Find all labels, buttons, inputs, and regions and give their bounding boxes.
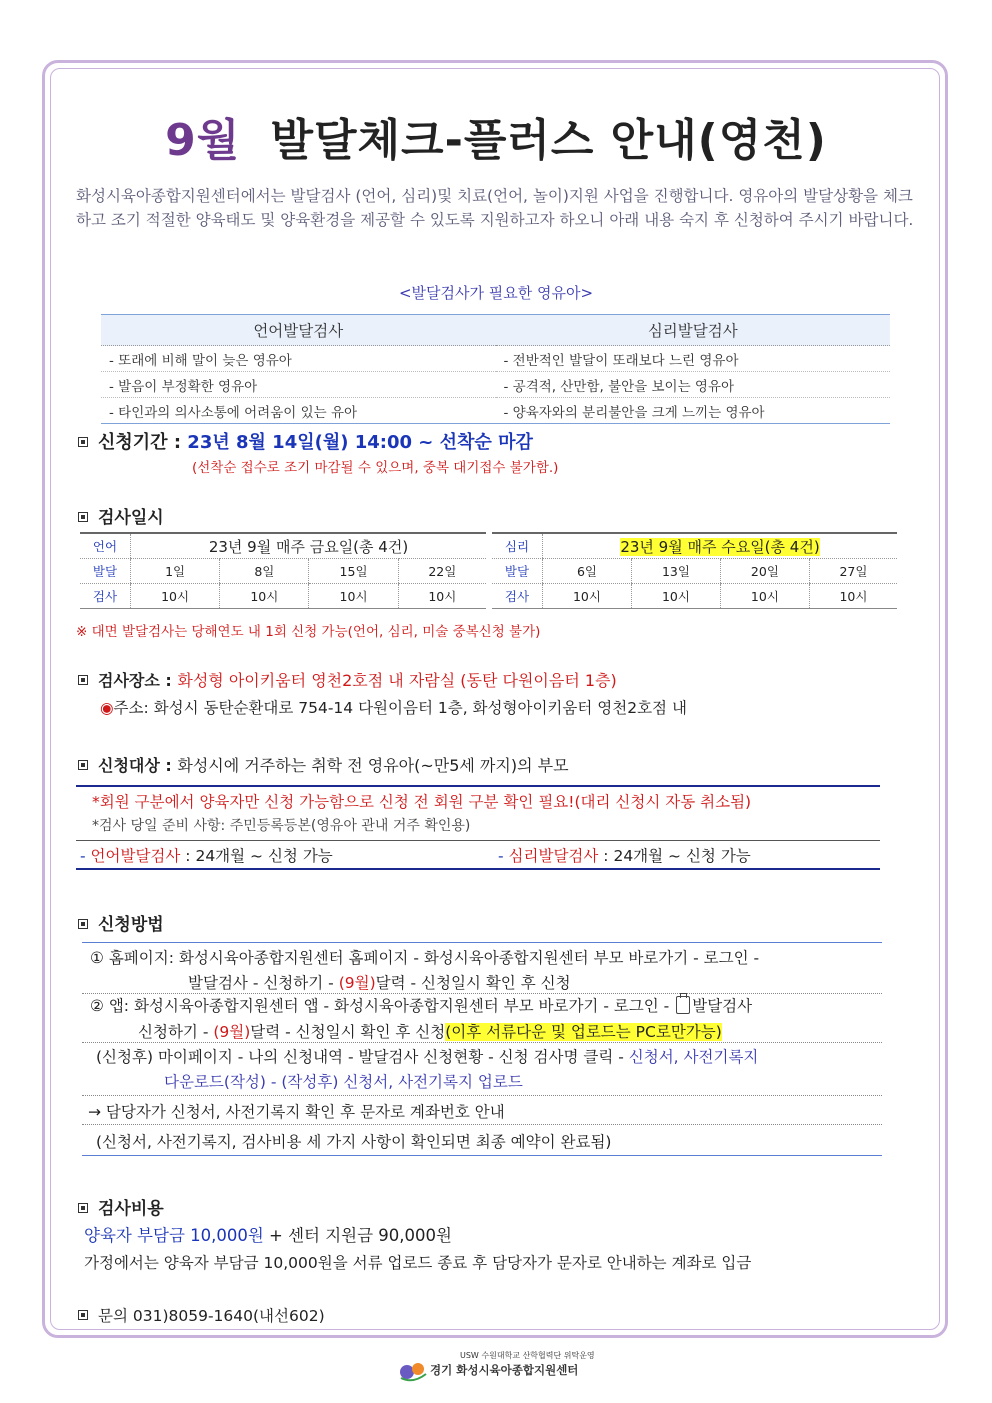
psy-exam-name: 심리발달검사	[508, 847, 599, 865]
schedule-date: 8일	[220, 559, 309, 584]
needs-cell: - 타인과의 의사소통에 어려움이 있는 유아	[101, 398, 496, 424]
schedule-side-label: 심리	[492, 533, 543, 559]
section-bullet-icon	[78, 437, 88, 447]
needs-cell: - 또래에 비해 말이 늦은 영유아	[101, 346, 496, 372]
schedule-time: 10시	[131, 584, 220, 609]
divider	[82, 1095, 882, 1096]
schedule-date: 6일	[543, 559, 632, 584]
text: 신청서, 사전기록지	[628, 1048, 759, 1066]
center-logo-icon	[398, 1356, 428, 1382]
footer-top: USW 수원대학교 산학협력단 위탁운영	[460, 1351, 595, 1360]
needs-cell: - 발음이 부정확한 영유아	[101, 372, 496, 398]
apply-period	[78, 428, 533, 454]
target-prep: *검사 당일 준비 사항: 주민등록등본(영유아 관내 거주 확인용)	[92, 818, 471, 834]
method-line-4	[138, 1020, 722, 1042]
cost-desc: 가정에서는 양육자 부담금 10,000원을 서류 업로드 종료 후 담당자가 문자로 안내하는 계좌로 입금	[84, 1254, 752, 1272]
divider	[76, 868, 880, 870]
needs-cell: - 양육자와의 분리불안을 크게 느끼는 영유아	[496, 398, 891, 424]
schedule-time: 10시	[631, 584, 720, 609]
contact	[78, 1304, 325, 1326]
section-bullet-icon	[78, 760, 88, 770]
month-tag: (9월)	[338, 974, 376, 992]
section-bullet-icon	[78, 512, 88, 522]
target-warning: *회원 구분에서 양육자만 신청 가능함으로 신청 전 회원 구분 확인 필요!(대리 신청시 자동 취소됨)	[92, 793, 752, 811]
divider	[82, 942, 882, 943]
text: ② 앱: 화성시육아종합지원센터 앱 - 화성시육아종합지원센터 부모 바로가기 - 로그인 -	[90, 997, 675, 1015]
needs-table	[101, 314, 890, 424]
contact-text: 문의 031)8059-1640(내선602)	[98, 1307, 325, 1325]
parent-charge: 양육자 부담금 10,000원	[84, 1226, 264, 1245]
section-bullet-icon	[78, 1310, 88, 1320]
schedule-date: 22일	[398, 559, 486, 584]
cost-amount	[84, 1222, 452, 1246]
month-tag: (9월)	[213, 1023, 251, 1041]
target-value: 화성시에 거주하는 취학 전 영유아(~만5세 까지)의 부모	[177, 756, 569, 775]
schedule-note: ※ 대면 발달검사는 당해연도 내 1회 신청 가능(언어, 심리, 미술 중복신청 불가)	[76, 624, 541, 640]
schedule-date: 1일	[131, 559, 220, 584]
text: 달력 - 신청일시 확인 후 신청	[250, 1023, 446, 1041]
schedule-label: 검사일시	[98, 508, 164, 528]
divider	[76, 785, 880, 787]
divider	[76, 840, 880, 841]
text: 발달검사	[692, 997, 753, 1015]
center-support: + 센터 지원금 90,000원	[263, 1226, 452, 1245]
apply-period-note: (선착순 접수로 조기 마감될 수 있으며, 중복 대기접수 불가함.)	[192, 460, 559, 476]
page-title	[0, 104, 992, 168]
place-label: 검사장소 :	[98, 671, 178, 690]
schedule-side-label: 발달	[492, 559, 543, 584]
schedule-table-lang	[80, 532, 486, 609]
cost-heading	[78, 1194, 164, 1219]
schedule-side-label: 검사	[80, 584, 131, 609]
place-address-text: 주소: 화성시 동탄순환대로 754-14 다원이음터 1층, 화성형아이키움터 영천2호점 내	[113, 699, 687, 717]
title-month: 9월	[165, 115, 241, 166]
schedule-time: 10시	[220, 584, 309, 609]
footer-logo	[398, 1350, 598, 1380]
schedule-time: 10시	[543, 584, 632, 609]
needs-heading: <발달검사가 필요한 영유아>	[398, 284, 594, 302]
method-line-1: ① 홈페이지: 화성시육아종합지원센터 홈페이지 - 화성시육아종합지원센터 부모 바로가기 - 로그인 -	[90, 949, 760, 967]
place-address	[100, 696, 687, 718]
title-text: 발달체크-플러스 안내(영천)	[270, 115, 827, 166]
footer-name: 경기 화성시육아종합지원센터	[430, 1363, 579, 1377]
clipboard-icon	[676, 996, 690, 1014]
schedule-side-label: 언어	[80, 533, 131, 559]
schedule-date: 13일	[631, 559, 720, 584]
method-line-3	[90, 994, 752, 1016]
dash: -	[498, 847, 509, 865]
target-lang	[80, 844, 333, 866]
needs-header-lang: 언어발달검사	[101, 315, 496, 346]
method-line-2	[188, 971, 571, 993]
schedule-side-label: 발달	[80, 559, 131, 584]
schedule-time: 10시	[309, 584, 398, 609]
needs-header-psy: 심리발달검사	[496, 315, 891, 346]
method-line-6: 다운로드(작성) - (작성후) 신청서, 사전기록지 업로드	[164, 1073, 523, 1091]
apply-period-value: 23년 8월 14일(월) 14:00 ~ 선착순 마감	[187, 432, 533, 453]
schedule-time: 10시	[398, 584, 486, 609]
schedule-table-psy	[492, 532, 897, 609]
schedule-side-label: 검사	[492, 584, 543, 609]
target-label: 신청대상 :	[98, 756, 178, 775]
method-heading	[78, 910, 164, 935]
text: (신청후) 마이페이지 - 나의 신청내역 - 발달검사 신청현황 - 신청 검사명 클릭 -	[96, 1048, 629, 1066]
text: 달력 - 신청일시 확인 후 신청	[375, 974, 571, 992]
schedule-date: 15일	[309, 559, 398, 584]
dash: -	[80, 847, 91, 865]
lang-exam-age: : 24개월 ~ 신청 가능	[180, 847, 333, 865]
apply-period-label: 신청기간 :	[98, 432, 188, 453]
schedule-time: 10시	[809, 584, 897, 609]
section-bullet-icon	[78, 919, 88, 929]
method-line-5	[96, 1045, 758, 1067]
table-row	[101, 398, 890, 424]
target	[78, 753, 569, 776]
place-value: 화성형 아이키움터 영천2호점 내 자람실 (동탄 다원이음터 1층)	[177, 671, 617, 690]
target-psy	[498, 844, 751, 866]
schedule-time: 10시	[720, 584, 809, 609]
cost-label: 검사비용	[98, 1199, 164, 1219]
table-row	[101, 372, 890, 398]
address-marker-icon: ◉	[100, 699, 114, 717]
divider	[82, 1124, 882, 1125]
schedule-caption: 23년 9월 매주 수요일(총 4건)	[620, 537, 820, 556]
divider	[82, 1042, 882, 1043]
intro-text: 화성시육아종합지원센터에서는 발달검사 (언어, 심리)및 치료(언어, 놀이)지원 사업을 진행합니다. 영유아의 발달상황을 체크하고 조기 적절한 양육태도 및 양육환경을 제공할 수 있도록 지원하고자 하오니 아래 내용 숙지 후 신청하여 주시기 바랍니다.	[76, 187, 914, 229]
table-row	[101, 346, 890, 372]
needs-cell: - 전반적인 발달이 또래보다 느린 영유아	[496, 346, 891, 372]
psy-exam-age: : 24개월 ~ 신청 가능	[598, 847, 751, 865]
place	[78, 668, 617, 691]
text: 신청하기 -	[138, 1023, 214, 1041]
section-bullet-icon	[78, 1203, 88, 1213]
method-line-8: (신청서, 사전기록지, 검사비용 세 가지 사항이 확인되면 최종 예약이 완료됨)	[96, 1133, 612, 1151]
text: 발달검사 - 신청하기 -	[188, 974, 339, 992]
schedule-caption: 23년 9월 매주 금요일(총 4건)	[131, 533, 487, 559]
method-label: 신청방법	[98, 915, 164, 935]
needs-cell: - 공격적, 산만함, 불안을 보이는 영유아	[496, 372, 891, 398]
schedule-heading	[78, 503, 164, 528]
divider	[82, 1155, 882, 1156]
method-line-7: → 담당자가 신청서, 사전기록지 확인 후 문자로 계좌번호 안내	[88, 1103, 505, 1121]
pc-only-note: (이후 서류다운 및 업로드는 PC로만가능)	[445, 1023, 722, 1041]
lang-exam-name: 언어발달검사	[90, 847, 181, 865]
schedule-date: 27일	[809, 559, 897, 584]
section-bullet-icon	[78, 675, 88, 685]
schedule-date: 20일	[720, 559, 809, 584]
